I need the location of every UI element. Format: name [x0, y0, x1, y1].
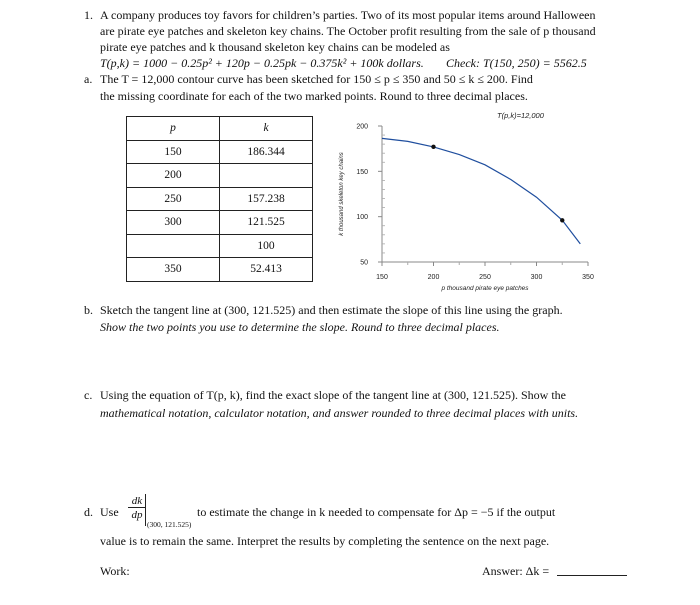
part-b-line-1: Sketch the tangent line at (300, 121.525) and then estimate the slope of this line using the graph.	[100, 303, 563, 317]
table-cell: 100	[220, 234, 313, 258]
part-c-line-1: Using the equation of T(p, k), find the exact slope of the tangent line at (300, 121.525). Show the	[100, 388, 567, 402]
marked-point	[560, 218, 564, 222]
contour-curve	[382, 138, 580, 244]
table-header-k: k	[220, 117, 313, 141]
table-row	[127, 258, 313, 282]
check-value: Check: T(150, 250) = 5562.5	[446, 56, 587, 70]
evaluation-point: (300, 121.525)	[147, 520, 192, 529]
part-a-line-2: the missing coordinate for each of the two marked points. Round to three decimal places.	[100, 89, 528, 103]
table-cell: 52.413	[220, 258, 313, 282]
table-header-row	[127, 117, 313, 141]
model-equation: T(p,k) = 1000 − 0.25p² + 120p − 0.25pk − 0.375k² + 100k dollars.	[100, 56, 424, 70]
table-cell: 157.238	[220, 187, 313, 211]
part-b-label: b.	[84, 303, 93, 317]
answer-label: Answer: Δk =	[482, 564, 550, 578]
table-cell: 250	[127, 187, 220, 211]
table-row	[127, 164, 313, 188]
problem-number: 1.	[84, 8, 93, 22]
intro-line-1: A company produces toy favors for children’s parties. Two of its most popular items around Halloween	[100, 8, 596, 22]
x-tick-label: 350	[582, 274, 594, 281]
table-row	[127, 211, 313, 235]
answer-blank[interactable]	[557, 575, 627, 576]
x-tick-label: 250	[479, 274, 491, 281]
y-axis-label: k thousand skeleton key chains	[339, 152, 345, 236]
part-a-line-1: The T = 12,000 contour curve has been sketched for 150 ≤ p ≤ 350 and 50 ≤ k ≤ 200. Find	[100, 72, 533, 86]
part-b-line-2: Show the two points you use to determine the slope. Round to three decimal places.	[100, 320, 500, 334]
table-row	[127, 234, 313, 258]
table-row	[127, 187, 313, 211]
x-tick-label: 200	[427, 274, 440, 281]
y-tick-label: 100	[356, 214, 368, 222]
table-cell-blank[interactable]	[127, 234, 220, 258]
x-axis-label: p thousand pirate eye patches	[441, 285, 529, 292]
y-tick-label: 200	[356, 123, 368, 131]
table-row	[127, 140, 313, 164]
y-tick-label: 50	[360, 259, 368, 267]
table-header-p: p	[127, 117, 220, 141]
evaluation-bar	[145, 494, 146, 526]
table-cell: 300	[127, 211, 220, 235]
y-tick-label: 150	[356, 168, 368, 176]
table-cell: 150	[127, 140, 220, 164]
intro-line-2: are pirate eye patches and skeleton key chains. The October profit resulting from the sale of p thousand	[100, 24, 596, 38]
derivative-numerator: dk	[128, 495, 146, 508]
part-d-line-1: to estimate the change in k needed to compensate for Δp = −5 if the output	[197, 505, 556, 519]
part-c-label: c.	[84, 388, 93, 402]
part-c-line-2: mathematical notation, calculator notation, and answer rounded to three decimal places with units.	[100, 406, 579, 420]
table-cell-blank[interactable]	[220, 164, 313, 188]
x-tick-label: 150	[376, 274, 388, 281]
derivative-denominator: dp	[131, 509, 143, 521]
table-cell: 121.525	[220, 211, 313, 235]
part-d-label: d.	[84, 505, 93, 519]
part-d-line-2: value is to remain the same. Interpret the results by completing the sentence on the next page.	[100, 534, 550, 548]
marked-point	[431, 145, 435, 149]
intro-line-3: pirate eye patches and k thousand skeleton key chains can be modeled as	[100, 40, 450, 54]
table-cell: 350	[127, 258, 220, 282]
chart-title: T(p,k)=12,000	[497, 111, 544, 120]
part-d-use: Use	[100, 505, 119, 519]
work-label: Work:	[100, 564, 130, 578]
part-a-label: a.	[84, 72, 93, 86]
values-table	[126, 116, 313, 282]
table-cell: 186.344	[220, 140, 313, 164]
x-tick-label: 300	[530, 274, 543, 281]
table-cell: 200	[127, 164, 220, 188]
